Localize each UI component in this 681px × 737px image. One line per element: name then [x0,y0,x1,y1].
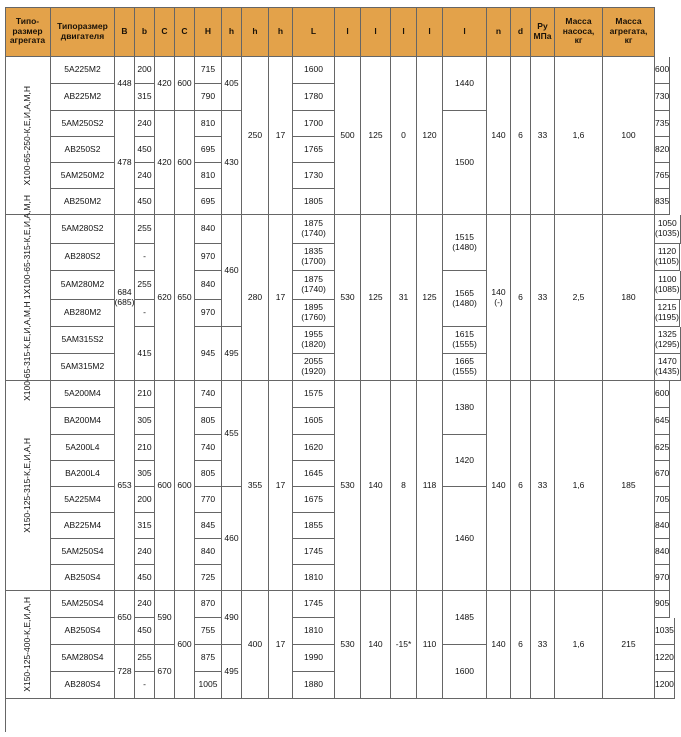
unit-mass-cell: 905 [655,591,670,618]
unit-type-label: Х150-125-315-К,Е,И,А,Н [21,438,32,533]
dim-C1-cell: 670 [155,645,175,699]
motor-type-cell: 5АМ250S2 [51,111,115,137]
motor-type-cell: ВА200L4 [51,461,115,487]
dim-C1-cell: 420 [155,111,175,215]
dim-b-cell: 240 [135,111,155,137]
header-pump-mass: Масса агрегата, кг [603,7,655,57]
header-n-col: n [487,7,511,57]
dim-L-cell: 1955 (1820) [293,327,335,354]
dim-b-cell: - [135,244,155,271]
dim-B-cell: 653 [115,381,135,591]
unit-type-cell [5,381,51,591]
dim-b-cell: 450 [135,618,155,645]
unit-mass-cell: 625 [655,435,670,461]
dim-H-cell: 870 [195,591,222,618]
unit-mass-cell: 1035 [655,618,675,645]
motor-type-cell: 5А225М2 [51,57,115,84]
unit-mass-cell: 705 [655,487,670,513]
motor-type-cell: АВ250М2 [51,189,115,215]
header-L: L [293,7,335,57]
unit-mass-cell: 600 [655,381,670,408]
unit-mass-cell: 670 [655,461,670,487]
dim-h1-cell: 455 [222,381,242,487]
dim-b-cell: 240 [135,591,155,618]
dim-l2-cell: 125 [361,57,391,215]
header-n: d [511,7,531,57]
header-l2: l [361,7,391,57]
dim-H-cell: 790 [195,84,222,111]
dim-l2-cell: 125 [361,215,391,381]
dim-b-cell: 255 [135,215,155,244]
dim-h1-cell: 495 [222,327,242,381]
dim-h2-cell: 250 [242,57,269,215]
dim-l1-cell: 530 [335,215,361,381]
unit-mass-cell: 820 [655,137,670,163]
motor-type-cell: 5АМ250S4 [51,591,115,618]
dim-L-cell: 1620 [293,435,335,461]
dim-l3-cell: 0 [391,57,417,215]
unit-type-label: Х150-125-400-К,Е,И,А,Н [21,597,32,692]
dim-L-cell: 1645 [293,461,335,487]
dim-H-cell: 845 [195,513,222,539]
dim-l5-cell: 1600 [443,645,487,699]
dim-l5-cell: 1380 [443,381,487,435]
dim-h3-cell: 17 [269,381,293,591]
unit-mass-cell: 840 [655,539,670,565]
dim-H-cell: 715 [195,57,222,84]
hole-diameter-cell: 33 [531,57,555,215]
dim-L-cell: 1810 [293,618,335,645]
header-h1: h [222,7,242,57]
unit-mass-cell: 840 [655,513,670,539]
unit-mass-cell: 835 [655,189,670,215]
dim-l5-cell: 1420 [443,435,487,487]
header-H: H [195,7,222,57]
header-l5: l [443,7,487,57]
dim-L-cell: 1875 (1740) [293,271,335,300]
dim-L-cell: 1675 [293,487,335,513]
hole-diameter-cell: 33 [531,381,555,591]
dim-H-cell: 945 [195,327,222,381]
dim-l3-cell: -15* [391,591,417,699]
motor-type-cell: АВ250S4 [51,618,115,645]
dim-h1-cell: 460 [222,487,242,591]
dim-l1-cell: 500 [335,57,361,215]
header-d: Ру МПа [531,7,555,57]
motor-type-cell: АВ280S2 [51,244,115,271]
dim-L-cell: 1700 [293,111,335,137]
dim-H-cell: 875 [195,645,222,672]
dim-l5-cell: 1500 [443,111,487,215]
dim-h2-cell: 400 [242,591,269,699]
motor-type-cell: 5А200L4 [51,435,115,461]
dim-C2-cell: 600 [175,111,195,215]
dim-H-cell: 970 [195,300,222,327]
dim-b-cell: 210 [135,435,155,461]
motor-type-cell: 5АМ280S2 [51,215,115,244]
motor-type-cell: ВА200М4 [51,408,115,435]
dim-L-cell: 1880 [293,672,335,699]
header-motor-type: Типоразмер двигателя [51,7,115,57]
dim-L-cell: 1730 [293,163,335,189]
header-l4: l [417,7,443,57]
unit-mass-cell: 1215 (1195) [655,300,680,327]
dim-H-cell: 695 [195,189,222,215]
dim-n-col-cell: 140 [487,591,511,699]
pressure-cell: 1,6 [555,57,603,215]
header-h2: h [242,7,269,57]
pressure-cell: 1,6 [555,381,603,591]
unit-type-cell [5,57,51,215]
dim-H-cell: 840 [195,539,222,565]
dim-B-cell: 650 [115,591,135,645]
dim-L-cell: 1875 (1740) [293,215,335,244]
dim-H-cell: 695 [195,137,222,163]
header-B: B [115,7,135,57]
dim-l4-cell: 120 [417,57,443,215]
motor-type-cell: 5АМ280S4 [51,645,115,672]
dim-C2-cell: 600 [175,57,195,111]
dim-b-cell: 305 [135,408,155,435]
dim-l5-cell: 1565 (1480) [443,271,487,327]
header-h3: h [269,7,293,57]
unit-type-cell [5,591,51,699]
dim-b-cell: - [135,300,155,327]
pump-mass-cell: 100 [603,57,655,215]
dim-l2-cell: 140 [361,381,391,591]
pump-mass-cell: 180 [603,215,655,381]
dim-l5-cell: 1460 [443,487,487,591]
dim-h1-cell: 430 [222,111,242,215]
dim-b-cell: 240 [135,163,155,189]
dim-b-cell: 200 [135,57,155,84]
unit-mass-cell: 1200 [655,672,675,699]
dim-l2-cell: 140 [361,591,391,699]
motor-type-cell: 5А200М4 [51,381,115,408]
dim-b-cell: 255 [135,271,155,300]
dim-H-cell: 740 [195,381,222,408]
dim-H-cell: 1005 [195,672,222,699]
dim-B-cell: 684 (685) [115,215,135,381]
dim-h2-cell: 355 [242,381,269,591]
dim-b-cell: 200 [135,487,155,513]
motor-type-cell: 5АМ315S2 [51,327,115,354]
dim-l3-cell: 8 [391,381,417,591]
dim-b-cell: 315 [135,513,155,539]
dim-l1-cell: 530 [335,591,361,699]
dim-L-cell: 1835 (1700) [293,244,335,271]
header-b: b [135,7,155,57]
unit-mass-cell: 1470 (1435) [655,354,681,381]
dim-n-col-cell: 140 (-) [487,215,511,381]
dim-b-cell: 450 [135,137,155,163]
dim-l5-cell: 1485 [443,591,487,645]
motor-type-cell: 5АМ250S4 [51,539,115,565]
hole-diameter-cell: 33 [531,215,555,381]
dim-H-cell: 725 [195,565,222,591]
holes-count-cell: 6 [511,57,531,215]
dim-H-cell: 755 [195,618,222,645]
pump-mass-cell: 185 [603,381,655,591]
unit-mass-cell: 1220 [655,645,675,672]
dim-H-cell: 970 [195,244,222,271]
pressure-cell: 1,6 [555,591,603,699]
pump-unit-dimensions-table [5,7,680,732]
dim-l4-cell: 110 [417,591,443,699]
motor-type-cell: АВ225М4 [51,513,115,539]
dim-l5-cell: 1665 (1555) [443,354,487,381]
dim-L-cell: 1600 [293,57,335,84]
dim-H-cell: 770 [195,487,222,513]
holes-count-cell: 6 [511,381,531,591]
dim-b-cell: 240 [135,539,155,565]
dim-h1-cell: 495 [222,645,242,699]
unit-type-cell [5,194,51,401]
dim-L-cell: 1745 [293,539,335,565]
dim-b-cell: 255 [135,645,155,672]
motor-type-cell: 5АМ250М2 [51,163,115,189]
pressure-cell: 2,5 [555,215,603,381]
holes-count-cell: 6 [511,215,531,381]
dim-l5-cell: 1515 (1480) [443,215,487,271]
motor-type-cell: 5А225М4 [51,487,115,513]
motor-type-cell: 5АМ315М2 [51,354,115,381]
holes-count-cell: 6 [511,591,531,699]
dim-b-cell: - [135,672,155,699]
dim-C2-cell: 600 [175,381,195,591]
unit-mass-cell: 1050 (1035) [655,215,681,244]
dim-H-cell: 810 [195,163,222,189]
dim-h3-cell: 17 [269,57,293,215]
unit-mass-cell: 1325 (1295) [655,327,681,354]
dim-L-cell: 1605 [293,408,335,435]
dim-L-cell: 1805 [293,189,335,215]
unit-mass-cell: 735 [655,111,670,137]
unit-mass-cell: 645 [655,408,670,435]
dim-L-cell: 1765 [293,137,335,163]
dim-l5-cell: 1615 (1555) [443,327,487,354]
dim-b-cell: 450 [135,189,155,215]
spec-table-wrapper [5,7,680,732]
dim-h1-cell: 405 [222,57,242,111]
dim-H-cell: 840 [195,271,222,300]
dim-C1-cell: 600 [155,381,175,591]
dim-h3-cell: 17 [269,591,293,699]
motor-type-cell: АВ250S2 [51,137,115,163]
dim-b-cell: 450 [135,565,155,591]
dim-B-cell: 478 [115,111,135,215]
motor-type-cell: АВ280М2 [51,300,115,327]
header-l3: l [391,7,417,57]
dim-B-cell: 728 [115,645,135,699]
dim-L-cell: 2055 (1920) [293,354,335,381]
motor-type-cell: 5АМ280М2 [51,271,115,300]
dim-L-cell: 1810 [293,565,335,591]
unit-mass-cell: 970 [655,565,670,591]
dim-B-cell: 448 [115,57,135,111]
dim-l5-cell: 1440 [443,57,487,111]
dim-n-col-cell: 140 [487,57,511,215]
pump-mass-cell: 215 [603,591,655,699]
header-pressure: Масса насоса, кг [555,7,603,57]
dim-C1-cell: 620 [155,215,175,381]
unit-mass-cell: 600 [655,57,670,84]
dim-C1-cell: 590 [155,591,175,645]
dim-L-cell: 1855 [293,513,335,539]
hole-diameter-cell: 33 [531,591,555,699]
motor-type-cell: АВ250S4 [51,565,115,591]
dim-h3-cell: 17 [269,215,293,381]
header-C2: C [175,7,195,57]
dim-h2-cell: 280 [242,215,269,381]
dim-C2-cell: 650 [175,215,195,381]
dim-l3-cell: 31 [391,215,417,381]
dim-L-cell: 1990 [293,645,335,672]
dim-l4-cell: 118 [417,381,443,591]
dim-L-cell: 1780 [293,84,335,111]
dim-b-cell: 415 [135,327,155,381]
dim-H-cell: 840 [195,215,222,244]
dim-l4-cell: 125 [417,215,443,381]
dim-C2-cell: 600 [175,591,195,699]
motor-type-cell: АВ225М2 [51,84,115,111]
unit-mass-cell: 1100 (1085) [655,271,681,300]
dim-L-cell: 1895 (1760) [293,300,335,327]
unit-type-label: Х100-65-315-К,Е,И,А,М,Н 1Х100-65-315-К,Е,И,А,М,Н [21,194,32,401]
dim-b-cell: 210 [135,381,155,408]
dim-L-cell: 1575 [293,381,335,408]
header-unit-type: Типо- размер агрегата [5,7,51,57]
header-C1: C [155,7,175,57]
dim-n-col-cell: 140 [487,381,511,591]
dim-h1-cell: 490 [222,591,242,645]
dim-h1-cell: 460 [222,215,242,327]
unit-mass-cell: 1120 (1105) [655,244,680,271]
dim-l1-cell: 530 [335,381,361,591]
dim-b-cell: 305 [135,461,155,487]
dim-C1-cell: 420 [155,57,175,111]
dim-H-cell: 805 [195,408,222,435]
dim-H-cell: 740 [195,435,222,461]
dim-b-cell: 315 [135,84,155,111]
unit-mass-cell: 730 [655,84,670,111]
unit-mass-cell: 765 [655,163,670,189]
header-l1: l [335,7,361,57]
motor-type-cell: АВ280S4 [51,672,115,699]
dim-H-cell: 810 [195,111,222,137]
unit-type-label: Х100-65-250-К,Е,И,А,М,Н [21,85,32,186]
dim-L-cell: 1745 [293,591,335,618]
dim-H-cell: 805 [195,461,222,487]
